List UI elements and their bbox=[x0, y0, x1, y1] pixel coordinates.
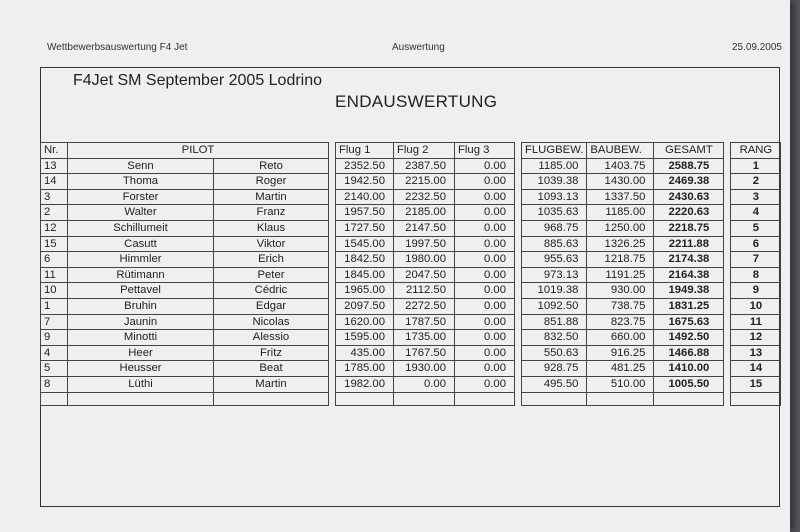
cell-rang: 1 bbox=[731, 158, 781, 174]
table-row bbox=[41, 330, 789, 346]
cell-first: Reto bbox=[214, 158, 329, 174]
cell-ges: 1410.00 bbox=[654, 361, 724, 377]
cell-fb: 1039.38 bbox=[522, 174, 587, 190]
cell-fb: 1019.38 bbox=[522, 283, 587, 299]
col-nr: Nr. bbox=[41, 143, 68, 159]
cell-f2: 2185.00 bbox=[394, 205, 455, 221]
table-row bbox=[41, 205, 789, 221]
cell-rang: 10 bbox=[731, 298, 781, 314]
cell-f3: 0.00 bbox=[455, 298, 515, 314]
cell-f3: 0.00 bbox=[455, 345, 515, 361]
table-row bbox=[41, 298, 789, 314]
cell-f3: 0.00 bbox=[455, 361, 515, 377]
cell-f2: 2147.50 bbox=[394, 220, 455, 236]
table-row-empty bbox=[41, 392, 789, 405]
cell-bb: 1185.00 bbox=[587, 205, 654, 221]
cell-nr: 12 bbox=[41, 220, 68, 236]
cell-f1: 1965.00 bbox=[336, 283, 394, 299]
page-title: ENDAUSWERTUNG bbox=[335, 92, 498, 111]
cell-first: Beat bbox=[214, 361, 329, 377]
cell-bb: 1250.00 bbox=[587, 220, 654, 236]
cell-f1: 1785.00 bbox=[336, 361, 394, 377]
col-baubew: BAUBEW. bbox=[587, 143, 654, 159]
cell-ges: 1831.25 bbox=[654, 298, 724, 314]
cell-ges: 2164.38 bbox=[654, 267, 724, 283]
table-row bbox=[41, 236, 789, 252]
cell-first: Fritz bbox=[214, 345, 329, 361]
cell-name: Heusser bbox=[68, 361, 214, 377]
cell-fb: 495.50 bbox=[522, 376, 587, 392]
cell-f1: 1942.50 bbox=[336, 174, 394, 190]
cell-f1: 2097.50 bbox=[336, 298, 394, 314]
col-pilot: PILOT bbox=[68, 143, 329, 159]
cell-f3: 0.00 bbox=[455, 158, 515, 174]
table-row bbox=[41, 345, 789, 361]
cell-f2: 2232.50 bbox=[394, 189, 455, 205]
cell-fb: 973.13 bbox=[522, 267, 587, 283]
event-title: F4Jet SM September 2005 Lodrino bbox=[73, 72, 323, 89]
cell-ges: 2218.75 bbox=[654, 220, 724, 236]
cell-f2: 1767.50 bbox=[394, 345, 455, 361]
cell-ges: 2588.75 bbox=[654, 158, 724, 174]
col-flug1: Flug 1 bbox=[336, 143, 394, 159]
cell-bb: 1430.00 bbox=[587, 174, 654, 190]
col-flug3: Flug 3 bbox=[455, 143, 515, 159]
cell-first: Franz bbox=[214, 205, 329, 221]
cell-f2: 0.00 bbox=[394, 376, 455, 392]
cell-f3: 0.00 bbox=[455, 283, 515, 299]
cell-name: Minotti bbox=[68, 330, 214, 346]
cell-bb: 823.75 bbox=[587, 314, 654, 330]
cell-f2: 1930.00 bbox=[394, 361, 455, 377]
cell-f1: 1845.00 bbox=[336, 267, 394, 283]
cell-f1: 1595.00 bbox=[336, 330, 394, 346]
cell-nr: 4 bbox=[41, 345, 68, 361]
cell-name: Heer bbox=[68, 345, 214, 361]
cell-f1: 1620.00 bbox=[336, 314, 394, 330]
cell-name: Bruhin bbox=[68, 298, 214, 314]
cell-first: Edgar bbox=[214, 298, 329, 314]
cell-fb: 1035.63 bbox=[522, 205, 587, 221]
cell-fb: 885.63 bbox=[522, 236, 587, 252]
cell-nr: 9 bbox=[41, 330, 68, 346]
cell-nr: 13 bbox=[41, 158, 68, 174]
cell-name: Lüthi bbox=[68, 376, 214, 392]
cell-nr: 8 bbox=[41, 376, 68, 392]
cell-name: Pettavel bbox=[68, 283, 214, 299]
table-row bbox=[41, 189, 789, 205]
table-row bbox=[41, 361, 789, 377]
cell-f3: 0.00 bbox=[455, 376, 515, 392]
cell-f1: 1545.00 bbox=[336, 236, 394, 252]
cell-bb: 1326.25 bbox=[587, 236, 654, 252]
cell-ges: 1675.63 bbox=[654, 314, 724, 330]
cell-ges: 2174.38 bbox=[654, 252, 724, 268]
cell-f1: 1842.50 bbox=[336, 252, 394, 268]
cell-bb: 916.25 bbox=[587, 345, 654, 361]
table-row bbox=[41, 267, 789, 283]
cell-name: Jaunin bbox=[68, 314, 214, 330]
header-center: Auswertung bbox=[392, 42, 445, 53]
cell-bb: 738.75 bbox=[587, 298, 654, 314]
cell-rang: 9 bbox=[731, 283, 781, 299]
cell-first: Viktor bbox=[214, 236, 329, 252]
table-row bbox=[41, 283, 789, 299]
cell-bb: 660.00 bbox=[587, 330, 654, 346]
cell-f2: 2387.50 bbox=[394, 158, 455, 174]
table-row bbox=[41, 314, 789, 330]
cell-name: Thoma bbox=[68, 174, 214, 190]
col-flugbew: FLUGBEW. bbox=[522, 143, 587, 159]
cell-first: Cédric bbox=[214, 283, 329, 299]
cell-f2: 2047.50 bbox=[394, 267, 455, 283]
cell-ges: 2211.88 bbox=[654, 236, 724, 252]
cell-f3: 0.00 bbox=[455, 314, 515, 330]
cell-fb: 851.88 bbox=[522, 314, 587, 330]
col-rang: RANG bbox=[731, 143, 781, 159]
cell-rang: 8 bbox=[731, 267, 781, 283]
col-flug2: Flug 2 bbox=[394, 143, 455, 159]
cell-rang: 3 bbox=[731, 189, 781, 205]
cell-fb: 1092.50 bbox=[522, 298, 587, 314]
cell-name: Himmler bbox=[68, 252, 214, 268]
cell-fb: 832.50 bbox=[522, 330, 587, 346]
cell-first: Nicolas bbox=[214, 314, 329, 330]
cell-f2: 1980.00 bbox=[394, 252, 455, 268]
cell-f1: 1957.50 bbox=[336, 205, 394, 221]
cell-first: Erich bbox=[214, 252, 329, 268]
cell-nr: 10 bbox=[41, 283, 68, 299]
cell-nr: 6 bbox=[41, 252, 68, 268]
cell-nr: 11 bbox=[41, 267, 68, 283]
cell-f3: 0.00 bbox=[455, 330, 515, 346]
cell-ges: 1466.88 bbox=[654, 345, 724, 361]
cell-fb: 550.63 bbox=[522, 345, 587, 361]
cell-ges: 1005.50 bbox=[654, 376, 724, 392]
cell-ges: 2469.38 bbox=[654, 174, 724, 190]
header-date: 25.09.2005 bbox=[731, 42, 782, 53]
cell-f2: 2215.00 bbox=[394, 174, 455, 190]
cell-f1: 1727.50 bbox=[336, 220, 394, 236]
cell-f1: 435.00 bbox=[336, 345, 394, 361]
cell-rang: 4 bbox=[731, 205, 781, 221]
cell-f2: 1735.00 bbox=[394, 330, 455, 346]
cell-rang: 6 bbox=[731, 236, 781, 252]
cell-nr: 15 bbox=[41, 236, 68, 252]
cell-bb: 1403.75 bbox=[587, 158, 654, 174]
cell-name: Forster bbox=[68, 189, 214, 205]
cell-f3: 0.00 bbox=[455, 252, 515, 268]
cell-f2: 1787.50 bbox=[394, 314, 455, 330]
cell-rang: 2 bbox=[731, 174, 781, 190]
header-left: Wettbewerbsauswertung F4 Jet bbox=[47, 42, 188, 53]
table-row bbox=[41, 252, 789, 268]
cell-f3: 0.00 bbox=[455, 267, 515, 283]
cell-f1: 2140.00 bbox=[336, 189, 394, 205]
cell-rang: 7 bbox=[731, 252, 781, 268]
cell-bb: 1337.50 bbox=[587, 189, 654, 205]
cell-bb: 481.25 bbox=[587, 361, 654, 377]
cell-name: Walter bbox=[68, 205, 214, 221]
cell-bb: 510.00 bbox=[587, 376, 654, 392]
cell-nr: 7 bbox=[41, 314, 68, 330]
cell-f1: 1982.00 bbox=[336, 376, 394, 392]
cell-bb: 930.00 bbox=[587, 283, 654, 299]
cell-f3: 0.00 bbox=[455, 205, 515, 221]
col-gesamt: GESAMT bbox=[654, 143, 724, 159]
cell-f3: 0.00 bbox=[455, 189, 515, 205]
table-row bbox=[41, 220, 789, 236]
cell-fb: 955.63 bbox=[522, 252, 587, 268]
table-row bbox=[41, 174, 789, 190]
cell-first: Peter bbox=[214, 267, 329, 283]
results-table bbox=[40, 142, 789, 406]
cell-ges: 1949.38 bbox=[654, 283, 724, 299]
cell-first: Martin bbox=[214, 189, 329, 205]
cell-rang: 13 bbox=[731, 345, 781, 361]
cell-bb: 1218.75 bbox=[587, 252, 654, 268]
cell-f3: 0.00 bbox=[455, 236, 515, 252]
cell-name: Schillumeit bbox=[68, 220, 214, 236]
cell-f2: 2272.50 bbox=[394, 298, 455, 314]
cell-bb: 1191.25 bbox=[587, 267, 654, 283]
cell-first: Klaus bbox=[214, 220, 329, 236]
cell-ges: 1492.50 bbox=[654, 330, 724, 346]
cell-fb: 1093.13 bbox=[522, 189, 587, 205]
cell-first: Roger bbox=[214, 174, 329, 190]
cell-nr: 2 bbox=[41, 205, 68, 221]
cell-nr: 1 bbox=[41, 298, 68, 314]
cell-rang: 14 bbox=[731, 361, 781, 377]
cell-ges: 2220.63 bbox=[654, 205, 724, 221]
cell-f3: 0.00 bbox=[455, 220, 515, 236]
cell-fb: 1185.00 bbox=[522, 158, 587, 174]
cell-fb: 928.75 bbox=[522, 361, 587, 377]
cell-rang: 11 bbox=[731, 314, 781, 330]
cell-ges: 2430.63 bbox=[654, 189, 724, 205]
cell-fb: 968.75 bbox=[522, 220, 587, 236]
cell-name: Rütimann bbox=[68, 267, 214, 283]
cell-first: Martin bbox=[214, 376, 329, 392]
table-row bbox=[41, 376, 789, 392]
cell-f1: 2352.50 bbox=[336, 158, 394, 174]
cell-name: Casutt bbox=[68, 236, 214, 252]
cell-f3: 0.00 bbox=[455, 174, 515, 190]
table-row bbox=[41, 158, 789, 174]
cell-first: Alessio bbox=[214, 330, 329, 346]
cell-nr: 5 bbox=[41, 361, 68, 377]
cell-f2: 2112.50 bbox=[394, 283, 455, 299]
table-header-row bbox=[41, 143, 789, 159]
cell-nr: 14 bbox=[41, 174, 68, 190]
cell-rang: 5 bbox=[731, 220, 781, 236]
cell-nr: 3 bbox=[41, 189, 68, 205]
cell-f2: 1997.50 bbox=[394, 236, 455, 252]
cell-name: Senn bbox=[68, 158, 214, 174]
cell-rang: 15 bbox=[731, 376, 781, 392]
cell-rang: 12 bbox=[731, 330, 781, 346]
